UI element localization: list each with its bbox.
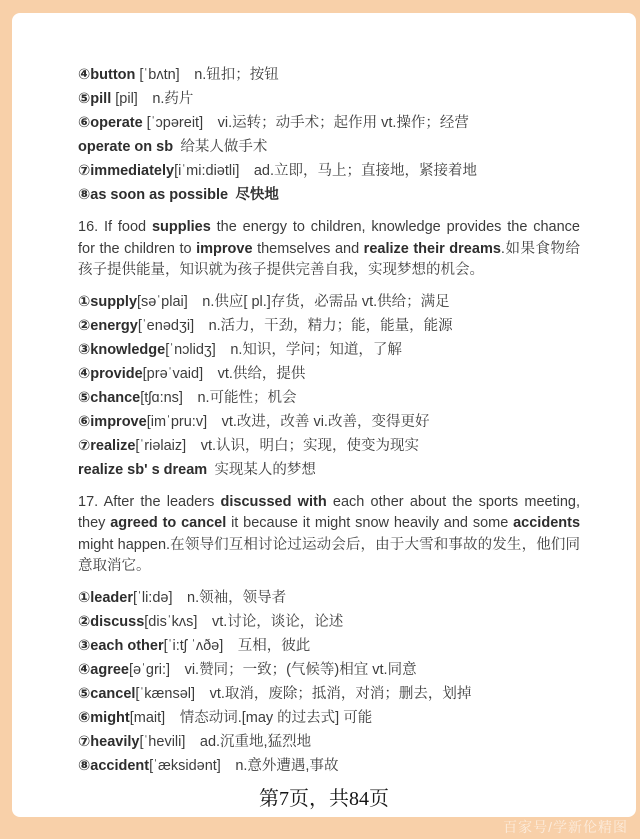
vocab-line <box>78 684 580 704</box>
bold-text-segment: ⑦immediately <box>78 163 175 179</box>
text-segment: n.可能性；机会 <box>182 389 297 406</box>
bold-text-segment: ③each other <box>78 637 164 654</box>
text-segment: [imˈpru:v] <box>146 413 208 430</box>
text-segment: [ˈriəlaiz] <box>135 437 187 454</box>
vocab-line <box>78 292 580 312</box>
vocab-line <box>78 708 580 728</box>
document-page <box>12 13 636 817</box>
vocab-line <box>78 636 580 656</box>
text-segment: each other about the sports meeting, they <box>78 493 585 531</box>
vocab-continuation <box>78 65 580 205</box>
content-blocks <box>12 13 636 776</box>
text-segment: 情态动词.[may 的过去式] 可能 <box>165 709 373 726</box>
bold-text-segment: discussed with <box>220 493 327 510</box>
vocab-line <box>78 65 580 85</box>
text-segment: 互相，彼此 <box>223 637 311 654</box>
text-segment: [ˈɔpəreit] <box>142 115 204 131</box>
text-segment: [ˈkænsəl] <box>135 685 196 702</box>
text-segment: [əˈgri:] <box>128 661 171 678</box>
bold-text-segment: ③knowledge <box>78 341 166 358</box>
bold-text-segment: agreed to cancel <box>110 515 227 531</box>
bold-text-segment: ⑧as soon as possible <box>78 187 229 203</box>
sentence-17 <box>78 492 585 578</box>
bold-text-segment: improve <box>196 240 253 257</box>
bold-text-segment: ④provide <box>78 365 143 382</box>
vocab-line <box>78 436 580 456</box>
vocab-line <box>78 89 580 109</box>
bold-text-segment: ⑥improve <box>78 413 147 430</box>
bold-text-segment: ①leader <box>78 589 133 606</box>
text-segment: vt.讨论，谈论，论述 <box>197 613 344 630</box>
text-segment: [ˈenədʒi] <box>137 317 195 334</box>
bold-text-segment: ⑦heavily <box>78 733 140 750</box>
bold-text-segment: accidents <box>513 515 581 531</box>
text-segment: ad.立即，马上；直接地，紧接着地 <box>239 163 478 179</box>
text-segment: [ˈæksidənt] <box>149 757 221 774</box>
bold-text-segment: ⑧accident <box>78 757 150 774</box>
text-segment: vt.供给，提供 <box>203 365 306 382</box>
text-segment: 给某人做手术 <box>173 139 268 155</box>
text-segment: n.领袖，领导者 <box>172 589 287 606</box>
text-segment: 实现某人的梦想 <box>207 461 316 478</box>
text-segment: themselves and <box>252 240 364 257</box>
vocab-line <box>78 388 580 408</box>
text-segment: it because it might snow heavily and some <box>226 515 514 531</box>
sentence-16 <box>78 217 585 282</box>
text-segment: ad.沉重地,猛烈地 <box>185 733 312 750</box>
text-segment: [ˈbʌtn] <box>135 67 180 83</box>
text-segment: [ˈli:də] <box>133 589 173 606</box>
vocab-16 <box>78 292 580 480</box>
text-segment: vi.赞同；一致；(气候等)相宜 vt.同意 <box>170 661 417 678</box>
text-segment: [pil] <box>111 91 138 107</box>
bold-text-segment: operate on sb <box>78 139 174 155</box>
bold-text-segment: supplies <box>151 219 211 235</box>
text-segment: n.活力，干劲，精力；能，能量，能源 <box>194 317 453 334</box>
bold-text-segment: ②discuss <box>78 613 145 630</box>
text-segment: [ˈi:tʃ ˈʌðə] <box>163 637 224 654</box>
vocab-17 <box>78 588 580 776</box>
text-segment: the energy to children, knowledge provides the chance for the children to <box>78 219 585 257</box>
bold-text-segment: ①supply <box>78 293 138 310</box>
text-segment: n.知识，学问；知道，了解 <box>215 341 402 358</box>
bold-text-segment: realize sb' s dream <box>78 461 208 478</box>
text-segment: [ˈnɔlidʒ] <box>165 341 216 358</box>
text-segment: 16. If food <box>78 219 152 235</box>
text-segment: vi.运转；动手术；起作用 vt.操作；经营 <box>203 115 469 131</box>
vocab-line <box>78 460 580 480</box>
text-segment: [mait] <box>129 709 166 726</box>
vocab-line <box>78 660 580 680</box>
watermark: 百家号/学新伦精图 <box>503 819 628 835</box>
text-segment: n.钮扣；按钮 <box>179 67 279 83</box>
bold-text-segment: ⑤chance <box>78 389 141 406</box>
text-segment: vt.取消，废除；抵消，对消；删去，划掉 <box>195 685 472 702</box>
vocab-line <box>78 113 580 133</box>
bold-text-segment: ⑦realize <box>78 437 136 454</box>
bold-text-segment: ⑤cancel <box>78 685 136 702</box>
vocab-line <box>78 756 580 776</box>
text-segment: [səˈplai] <box>137 293 188 310</box>
text-segment: n.供应[ pl.]存货，必需品 vt.供给；满足 <box>187 293 450 310</box>
bold-text-segment: ⑥operate <box>78 115 143 131</box>
text-segment: n.意外遭遇,事故 <box>220 757 339 774</box>
bold-text-segment: realize their dreams <box>363 240 501 257</box>
bold-text-segment: ⑤pill <box>78 91 112 107</box>
bold-text-segment: ④agree <box>78 661 129 678</box>
text-segment: [disˈkʌs] <box>144 613 198 630</box>
vocab-line <box>78 137 580 157</box>
bold-text-segment: ②energy <box>78 317 138 334</box>
text-segment: [iˈmi:diətli] <box>174 163 240 179</box>
page-number: 第7页，共84页 <box>259 788 389 810</box>
vocab-line <box>78 364 580 384</box>
vocab-line <box>78 612 580 632</box>
text-segment: [prəˈvaid] <box>142 365 204 382</box>
vocab-line <box>78 316 580 336</box>
text-segment: n.药片 <box>137 91 194 107</box>
bold-text-segment: 尽快地 <box>228 187 279 203</box>
vocab-line <box>78 588 580 608</box>
text-segment: might happen.在领导们互相讨论过运动会后，由于大雪和事故的发生，他们同意取消它。 <box>78 515 585 574</box>
text-segment: [ˈhevili] <box>139 733 186 750</box>
vocab-line <box>78 732 580 752</box>
text-segment: vt.改进，改善 vi.改善，变得更好 <box>207 413 430 430</box>
vocab-line <box>78 161 580 181</box>
vocab-line <box>78 340 580 360</box>
bold-text-segment: ⑥might <box>78 709 130 726</box>
text-segment: .如果食物给孩子提供能量，知识就为孩子提供完善自我，实现梦想的机会。 <box>78 240 580 278</box>
text-segment: 17. After the leaders <box>78 493 221 510</box>
text-segment: [tʃɑ:ns] <box>140 389 183 406</box>
vocab-line <box>78 412 580 432</box>
bold-text-segment: ④button <box>78 67 136 83</box>
vocab-line <box>78 185 580 205</box>
text-segment: vt.认识，明白；实现，使变为现实 <box>186 437 419 454</box>
